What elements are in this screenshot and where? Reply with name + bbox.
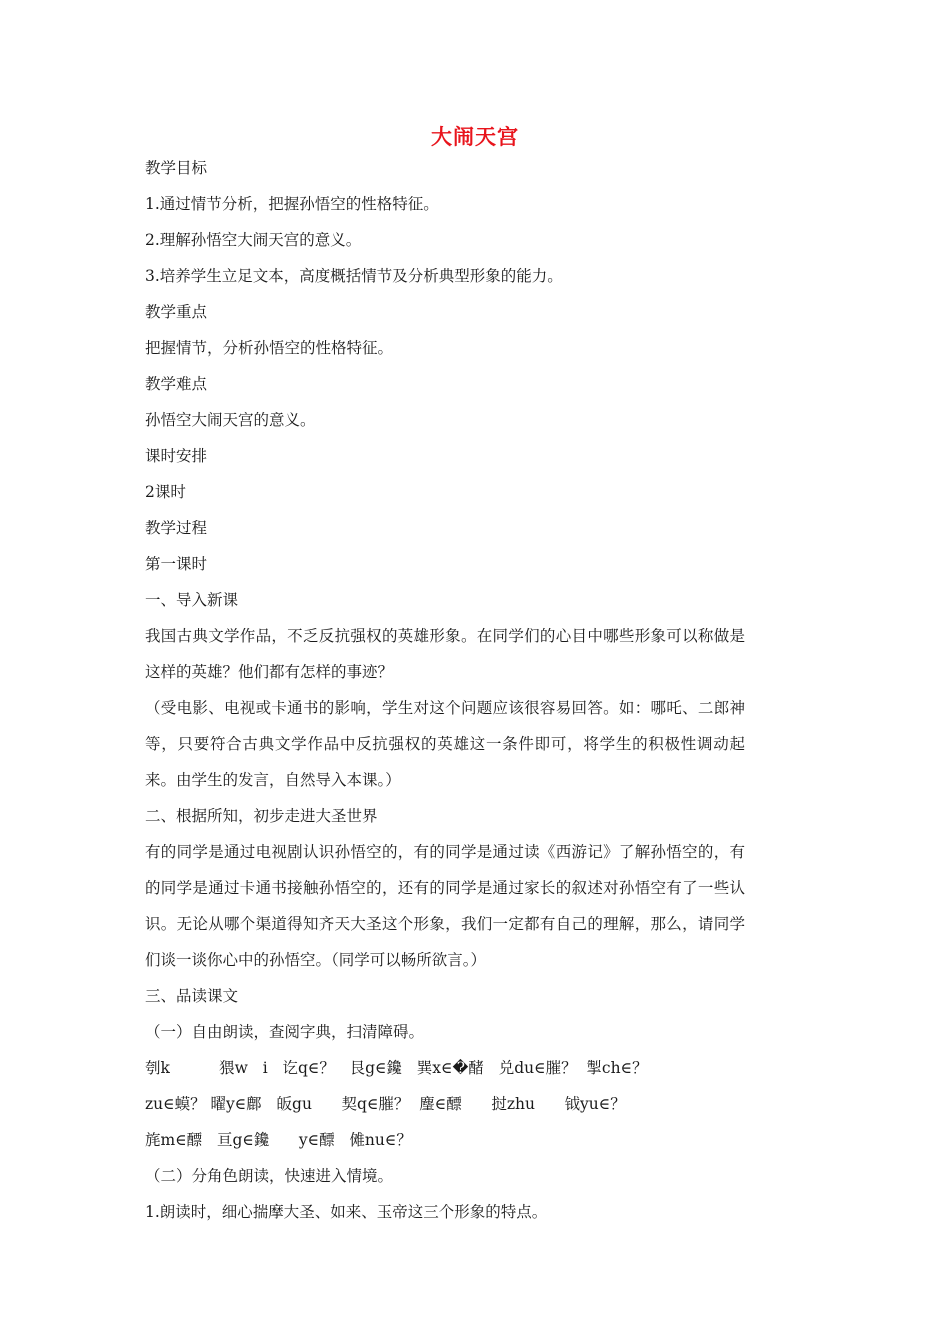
intro-paragraph: 我国古典文学作品，不乏反抗强权的英雄形象。在同学们的心目中哪些形象可以称做是这样的英雄？他们都有怎样的事迹？ (145, 627, 745, 681)
goal-item-2: 2.理解孙悟空大闹天宫的意义。 (145, 231, 362, 249)
heading-first-lesson: 第一课时 (145, 555, 208, 573)
document-body (145, 150, 745, 1230)
heading-process: 教学过程 (145, 519, 208, 537)
intro-note-paragraph: （受电影、电视或卡通书的影响，学生对这个问题应该很容易回答。如：哪吒、二郎神等，只要符合古典文学作品中反抗强权的英雄这一条件即可，将学生的积极性调动起来。由学生的发言，自然导入本课。） (145, 699, 745, 789)
heading-difficulties: 教学难点 (145, 375, 208, 393)
heading-schedule: 课时安排 (145, 447, 208, 465)
document-title: 大闹天宫 (431, 125, 519, 149)
schedule-text: 2课时 (145, 483, 186, 501)
vocab-line-2: zu∈蟆？ 曜y∈鄜 皈gu 契q∈膗？ 麈∈醥 挝zhu 钺yu∈？ (145, 1095, 626, 1113)
goal-item-3: 3.培养学生立足文本，高度概括情节及分析典型形象的能力。 (145, 267, 563, 285)
heading-key-points: 教学重点 (145, 303, 208, 321)
reading-instruction-1: 1.朗读时，细心揣摩大圣、如来、玉帝这三个形象的特点。 (145, 1203, 548, 1221)
goal-item-1: 1.通过情节分析，把握孙悟空的性格特征。 (145, 195, 439, 213)
key-points-text: 把握情节，分析孙悟空的性格特征。 (145, 339, 394, 357)
difficulties-text: 孙悟空大闹天宫的意义。 (145, 411, 316, 429)
section-1-heading: 一、导入新课 (145, 591, 239, 609)
subsection-1-heading: （一）自由朗读，查阅字典，扫清障碍。 (145, 1023, 425, 1041)
vocab-line-3: 旄m∈醥 亘g∈鑱 y∈醥 傩nu∈？ (145, 1131, 412, 1149)
subsection-2-heading: （二）分角色朗读，快速进入情境。 (145, 1167, 394, 1185)
section-2-paragraph: 有的同学是通过电视剧认识孙悟空的，有的同学是通过读《西游记》了解孙悟空的，有的同学是通过卡通书接触孙悟空的，还有的同学是通过家长的叙述对孙悟空有了一些认识。无论从哪个渠道得知齐天大圣这个形象，我们一定都有自己的理解，那么，请同学们谈一谈你心中的孙悟空。（同学可以畅所欲言。） (145, 843, 745, 969)
vocab-line-1: 刳k 猥w i 讫q∈？ 艮g∈鑱 巽x∈�醏 兑du∈膗？ 掣ch∈？ (145, 1059, 648, 1077)
section-2-heading: 二、根据所知，初步走进大圣世界 (145, 807, 378, 825)
section-3-heading: 三、品读课文 (145, 987, 239, 1005)
heading-teaching-goals: 教学目标 (145, 159, 208, 177)
